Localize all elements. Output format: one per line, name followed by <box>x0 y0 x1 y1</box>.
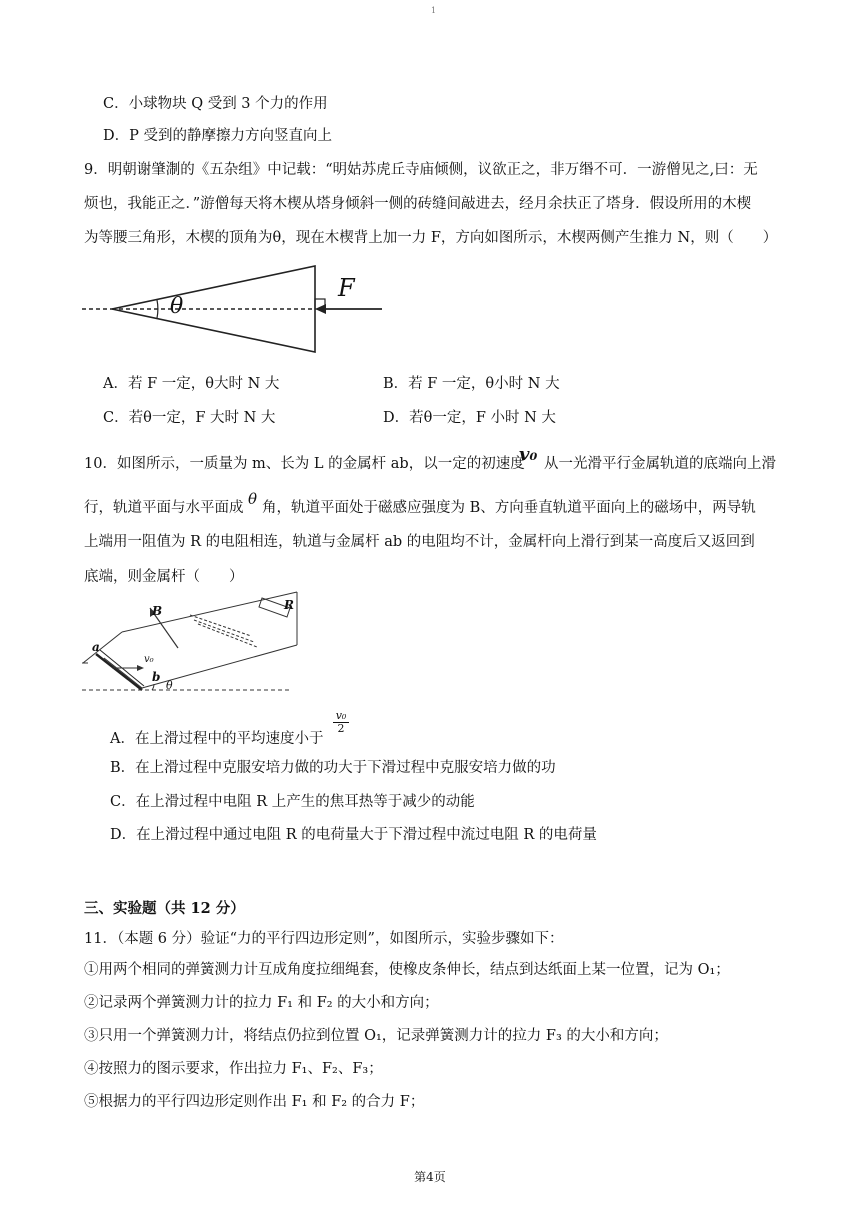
q10-text-line4: 底端，则金属杆（ ） <box>84 569 244 585</box>
section-title-experiment: 三、实验题（共 12 分） <box>84 900 245 917</box>
q10-text-line2b: 角，轨道平面处于磁感应强度为 B、方向垂直轨道平面向上的磁场中，两导轨 <box>262 500 756 516</box>
q8-option-d: D．P 受到的静摩擦力方向竖直向上 <box>103 128 332 144</box>
rail-figure <box>82 590 312 700</box>
resistor-r-label: R <box>284 598 294 612</box>
rod-end-a-label: a <box>92 640 100 654</box>
rod-end-b-label: b <box>152 670 161 684</box>
fraction-numerator: v₀ <box>333 710 349 723</box>
q11-step-1: ①用两个相同的弹簧测力计互成角度拉细绳套，使橡皮条伸长，结点到达纸面上某一位置，记为 O₁； <box>84 962 730 978</box>
q9-option-b: B．若 F 一定，θ小时 N 大 <box>383 376 560 392</box>
q10-option-b: B．在上滑过程中克服安培力做的功大于下滑过程中克服安培力做的功 <box>110 760 556 776</box>
q10-text-line1b: 从一光滑平行金属轨道的底端向上滑 <box>544 456 776 472</box>
q10-option-d: D．在上滑过程中通过电阻 R 的电荷量大于下滑过程中流过电阻 R 的电荷量 <box>110 827 597 843</box>
page-mark: 1 <box>431 6 437 15</box>
q11-step-5: ⑤根据力的平行四边形定则作出 F₁ 和 F₂ 的合力 F； <box>84 1094 425 1110</box>
q10-option-a: A．在上滑过程中的平均速度小于 <box>110 731 324 747</box>
fig-theta-label: θ <box>166 679 173 692</box>
q10-option-c: C．在上滑过程中电阻 R 上产生的焦耳热等于减少的动能 <box>110 794 475 810</box>
q8-option-c: C．小球物块 Q 受到 3 个力的作用 <box>103 96 328 112</box>
force-f-label: F <box>338 274 355 302</box>
q9-text-line1: 9．明朝谢肇淛的《五杂组》中记载：“明姑苏虎丘寺庙倾侧，议欲正之，非万缗不可．一游僧见之,曰：无 <box>84 162 758 178</box>
q11-text: 11．（本题 6 分）验证“力的平行四边形定则”，如图所示，实验步骤如下： <box>84 931 564 947</box>
fraction-v0-over-2 <box>333 710 349 735</box>
q9-option-d: D．若θ一定，F 小时 N 大 <box>383 410 556 426</box>
q10-text-line1a: 10．如图所示，一质量为 m、长为 L 的金属杆 ab，以一定的初速度 <box>84 456 525 472</box>
field-b-label: B <box>152 604 163 618</box>
q9-option-a: A．若 F 一定，θ大时 N 大 <box>103 376 280 392</box>
q11-step-4: ④按照力的图示要求，作出拉力 F₁、F₂、F₃； <box>84 1061 383 1077</box>
q11-step-3: ③只用一个弹簧测力计，将结点仍拉到位置 O₁，记录弹簧测力计的拉力 F₃ 的大小和方向； <box>84 1028 668 1044</box>
fraction-denominator: 2 <box>337 722 345 735</box>
wedge-theta-label: θ <box>170 294 184 319</box>
q11-step-2: ②记录两个弹簧测力计的拉力 F₁ 和 F₂ 的大小和方向； <box>84 995 439 1011</box>
q10-v0-symbol: v₀ <box>519 444 538 465</box>
q10-theta-symbol: θ <box>248 490 258 508</box>
q9-text-line3: 为等腰三角形，木楔的顶角为θ，现在木楔背上加一力 F，方向如图所示，木楔两侧产生推力 N，则（ ） <box>84 230 778 246</box>
fig-v0-label: v₀ <box>144 654 154 665</box>
q9-option-c: C．若θ一定，F 大时 N 大 <box>103 410 276 426</box>
q9-text-line2: 烦也，我能正之．”游僧每天将木楔从塔身倾斜一侧的砖缝间敲进去，经月余扶正了塔身．假设所用的木楔 <box>84 196 752 212</box>
page-footer: 第4页 <box>414 1170 446 1184</box>
q10-text-line3: 上端用一阻值为 R 的电阻相连，轨道与金属杆 ab 的电阻均不计，金属杆向上滑行到某一高度后又返回到 <box>84 534 755 550</box>
q10-text-line2a: 行，轨道平面与水平面成 <box>84 500 244 516</box>
metal-rod-ab <box>96 654 142 690</box>
